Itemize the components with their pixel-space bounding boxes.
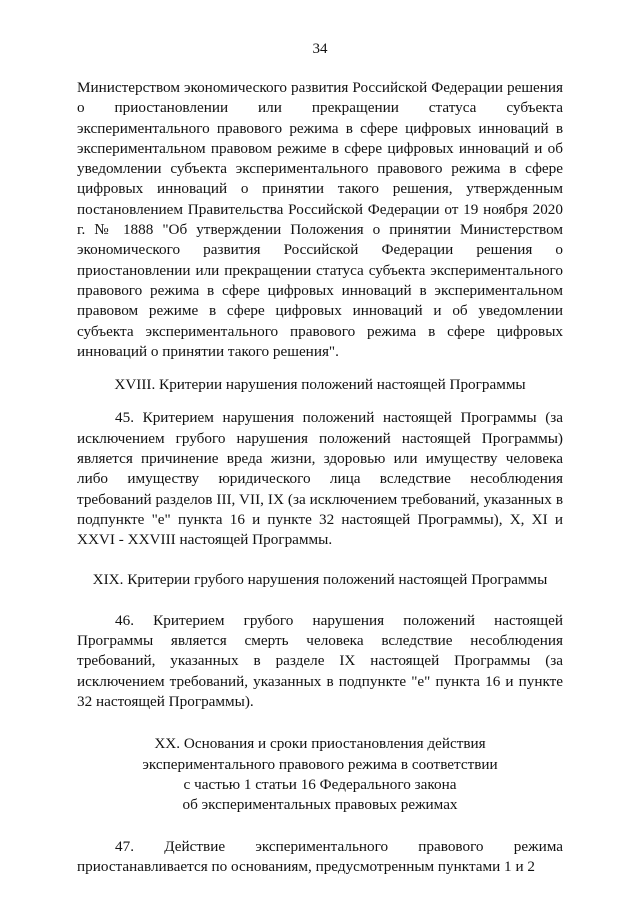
section-heading-xx-line-2: экспериментального правового режима в соответствии <box>142 755 498 773</box>
paragraph-46: 46. Критерием грубого нарушения положений настоящей Программы является смерть человека вследствие несоблюдения требований, указанных в разделе IX настоящей Программы (за исключением требований, указанных в подпункте "е" пункта 16 и пункте 32 настоящей Программы). <box>77 611 563 711</box>
section-heading-xx-line-3: с частью 1 статьи 16 Федерального закона <box>183 775 457 793</box>
section-heading-xx-line-1: XX. Основания и сроки приостановления действия <box>154 735 486 753</box>
section-heading-xviii: XVIII. Критерии нарушения положений настоящей Программы <box>114 376 526 394</box>
paragraph-47: 47. Действие экспериментального правового режима приостанавливается по основаниям, предусмотренным пунктами 1 и 2 <box>77 837 563 875</box>
section-heading-xx-line-4: об экспериментальных правовых режимах <box>182 796 458 814</box>
section-heading-xx <box>77 734 563 815</box>
paragraph-45: 45. Критерием нарушения положений настоящей Программы (за исключением грубого нарушения положений настоящей Программы) является причинение вреда жизни, здоровью или имуществу человека либо имуществу юридического лица вследствие несоблюдения требований разделов III, VII, IX (за исключением требований, указанных в подпункте "е" пункта 16 и пункте 32 настоящей Программы), X, XI и XXVI - XXVIII настоящей Программы. <box>77 409 563 549</box>
paragraph-continuation: Министерством экономического развития Российской Федерации решения о приостановлении или прекращении статуса субъекта экспериментального правового режима в сфере цифровых инноваций в экспериментальном правовом режиме в сфере цифровых инноваций и об уведомлении субъекта экспериментального правового режима в сфере цифровых инноваций о принятии такого решения, утвержденным постановлением Правительства Российской Федерации от 19 ноября 2020 г. № 1888 "Об утверждении Положения о принятии Министерством экономического развития Российской Федерации решения о приостановлении или прекращении статуса субъекта экспериментального правового режима в сфере цифровых инноваций в экспериментальном правовом режиме в сфере цифровых инноваций и об уведомлении субъекта экспериментального правового режима в сфере цифровых инноваций о принятии такого решения". <box>77 79 563 360</box>
section-heading-xix: XIX. Критерии грубого нарушения положений настоящей Программы <box>92 570 548 588</box>
page-number: 34 <box>312 41 328 57</box>
document-body <box>77 78 563 877</box>
